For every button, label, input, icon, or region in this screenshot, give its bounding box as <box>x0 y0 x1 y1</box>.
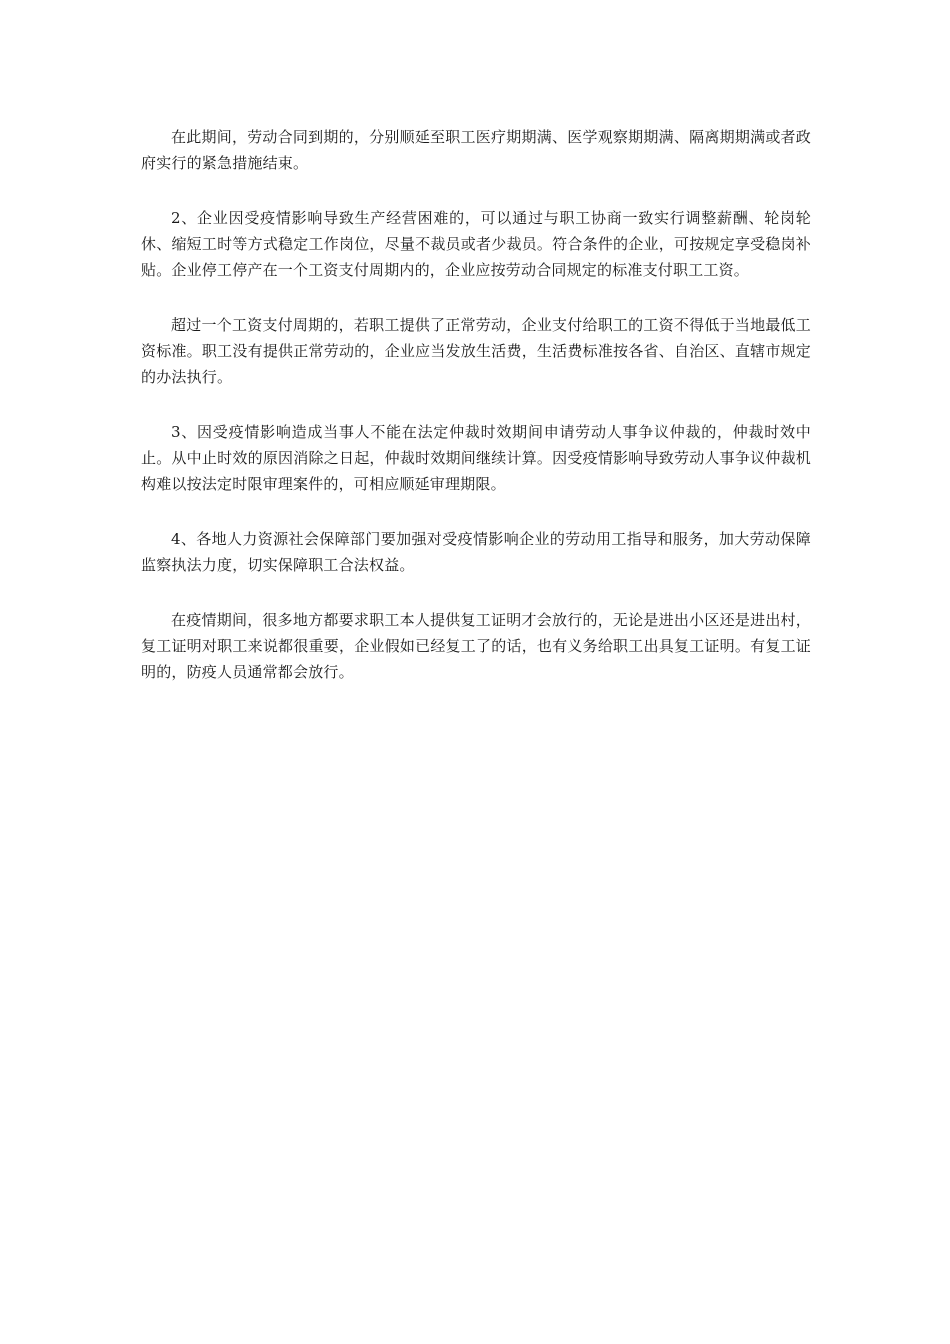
document-body <box>141 124 811 714</box>
paragraph-item-2-stabilize-jobs: 2、企业因受疫情影响导致生产经营困难的，可以通过与职工协商一致实行调整薪酬、轮岗轮休、缩短工时等方式稳定工作岗位，尽量不裁员或者少裁员。符合条件的企业，可按规定享受稳岗补贴。企业停工停产在一个工资支付周期内的，企业应按劳动合同规定的标准支付职工工资。 <box>141 209 811 279</box>
paragraph-beyond-pay-cycle: 超过一个工资支付周期的，若职工提供了正常劳动，企业支付给职工的工资不得低于当地最低工资标准。职工没有提供正常劳动的，企业应当发放生活费，生活费标准按各省、自治区、直辖市规定的办法执行。 <box>141 316 811 386</box>
paragraph-return-to-work-certificate: 在疫情期间，很多地方都要求职工本人提供复工证明才会放行的，无论是进出小区还是进出村，复工证明对职工来说都很重要，企业假如已经复工了的话，也有义务给职工出具复工证明。有复工证明的，防疫人员通常都会放行。 <box>141 611 811 681</box>
paragraph-item-3-arbitration: 3、因受疫情影响造成当事人不能在法定仲裁时效期间申请劳动人事争议仲裁的，仲裁时效中止。从中止时效的原因消除之日起，仲裁时效期间继续计算。因受疫情影响导致劳动人事争议仲裁机构难以按法定时限审理案件的，可相应顺延审理期限。 <box>141 423 811 493</box>
paragraph-extension-period: 在此期间，劳动合同到期的，分别顺延至职工医疗期期满、医学观察期期满、隔离期期满或者政府实行的紧急措施结束。 <box>141 128 811 172</box>
paragraph-item-4-guidance: 4、各地人力资源社会保障部门要加强对受疫情影响企业的劳动用工指导和服务，加大劳动保障监察执法力度，切实保障职工合法权益。 <box>141 530 811 574</box>
